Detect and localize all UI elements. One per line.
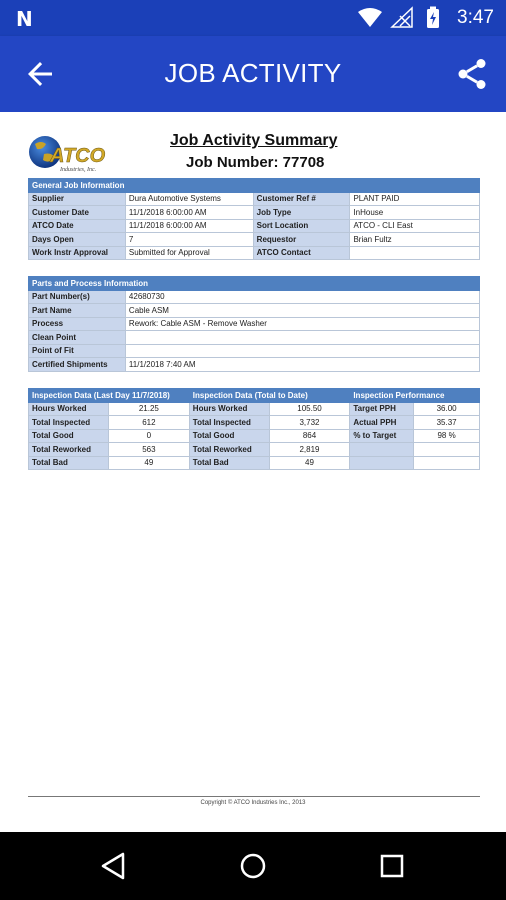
navigation-bar (0, 832, 506, 900)
cell-label: ATCO Date (29, 219, 126, 233)
table-row (29, 206, 480, 220)
table-row (29, 331, 480, 345)
cell-value: 864 (269, 429, 350, 443)
n-icon: N (16, 7, 33, 31)
copyright-text: Copyright © ATCO Industries Inc., 2013 (200, 800, 306, 806)
svg-text:Industries, Inc.: Industries, Inc. (60, 167, 97, 173)
home-circle-icon[interactable] (235, 848, 271, 884)
table-row (29, 246, 480, 260)
cell-value: Brian Fultz (350, 233, 480, 247)
table-row (29, 233, 480, 247)
no-signal-icon (392, 8, 412, 27)
cell-value (414, 456, 480, 470)
cell-value: 105.50 (269, 402, 350, 416)
cell-value (350, 246, 480, 260)
cell-label: Total Bad (29, 456, 109, 470)
cell-label: Customer Date (29, 206, 126, 220)
cell-label: ATCO Contact (253, 246, 350, 260)
cell-value: 36.00 (414, 402, 480, 416)
cell-value: 35.37 (414, 416, 480, 430)
cell-value: 7 (125, 233, 253, 247)
cell-value: Rework: Cable ASM - Remove Washer (125, 317, 479, 331)
status-bar (0, 0, 506, 36)
table-row (29, 402, 480, 416)
cell-value: 11/1/2018 7:40 AM (125, 358, 479, 372)
cell-label: Point of Fit (29, 344, 126, 358)
cell-label: Total Inspected (29, 416, 109, 430)
table-row (29, 344, 480, 358)
share-icon[interactable] (454, 56, 490, 92)
cell-value: 49 (108, 456, 189, 470)
cell-label (350, 443, 414, 457)
cell-label: Total Bad (189, 456, 269, 470)
cell-value: 2,819 (269, 443, 350, 457)
table-row (29, 443, 480, 457)
svg-text:ATCO: ATCO (50, 145, 106, 167)
inspection-last-day-header: Inspection Data (Last Day 11/7/2018) (29, 389, 190, 403)
cell-value (125, 331, 479, 345)
cell-value (414, 443, 480, 457)
cell-label: Part Number(s) (29, 290, 126, 304)
cell-value: 49 (269, 456, 350, 470)
cell-label: Certified Shipments (29, 358, 126, 372)
table-row (29, 456, 480, 470)
cell-label: Total Inspected (189, 416, 269, 430)
cell-label: Hours Worked (189, 402, 269, 416)
cell-value: Dura Automotive Systems (125, 192, 253, 206)
clock: 3:47 (457, 7, 494, 28)
cell-label: Actual PPH (350, 416, 414, 430)
cell-value: 21.25 (108, 402, 189, 416)
cell-label: Customer Ref # (253, 192, 350, 206)
cell-value: 42680730 (125, 290, 479, 304)
cell-label: Work Instr Approval (29, 246, 126, 260)
footer-divider (28, 796, 480, 797)
app-bar (0, 36, 506, 112)
table-row (29, 416, 480, 430)
table-row (29, 358, 480, 372)
general-info-header: General Job Information (29, 179, 480, 193)
cell-value: 11/1/2018 6:00:00 AM (125, 206, 253, 220)
inspection-performance-header: Inspection Performance (350, 389, 480, 403)
table-row (29, 192, 480, 206)
cell-value: 3,732 (269, 416, 350, 430)
cell-label: Job Type (253, 206, 350, 220)
cell-label: Supplier (29, 192, 126, 206)
atco-logo (28, 132, 124, 182)
cell-label: Total Good (29, 429, 109, 443)
battery-icon (427, 7, 439, 29)
status-icons (356, 6, 456, 30)
table-row (29, 304, 480, 318)
job-number: Job Number: 77708 (186, 154, 325, 171)
table-row (29, 429, 480, 443)
cell-value: 11/1/2018 6:00:00 AM (125, 219, 253, 233)
document-title: Job Activity Summary (170, 132, 338, 149)
cell-label: Days Open (29, 233, 126, 247)
cell-value: PLANT PAID (350, 192, 480, 206)
cell-value (125, 344, 479, 358)
cell-label: Total Reworked (29, 443, 109, 457)
recents-square-icon[interactable] (374, 848, 410, 884)
parts-process-header: Parts and Process Information (29, 277, 480, 291)
cell-value: Submitted for Approval (125, 246, 253, 260)
wifi-icon (358, 8, 382, 27)
cell-label: Process (29, 317, 126, 331)
cell-label: Target PPH (350, 402, 414, 416)
inspection-total-header: Inspection Data (Total to Date) (189, 389, 350, 403)
job-activity-document[interactable] (0, 112, 506, 832)
cell-value: ATCO - CLI East (350, 219, 480, 233)
cell-value: 563 (108, 443, 189, 457)
page-title: JOB ACTIVITY (164, 58, 342, 88)
cell-label: % to Target (350, 429, 414, 443)
cell-value: 0 (108, 429, 189, 443)
cell-value: 98 % (414, 429, 480, 443)
table-row (29, 219, 480, 233)
cell-label: Total Reworked (189, 443, 269, 457)
table-row (29, 290, 480, 304)
cell-label: Clean Point (29, 331, 126, 345)
cell-value: 612 (108, 416, 189, 430)
cell-label: Sort Location (253, 219, 350, 233)
cell-label: Hours Worked (29, 402, 109, 416)
cell-label: Requestor (253, 233, 350, 247)
cell-label (350, 456, 414, 470)
back-triangle-icon[interactable] (96, 848, 132, 884)
inspection-table (28, 388, 480, 470)
cell-label: Part Name (29, 304, 126, 318)
table-row (29, 317, 480, 331)
cell-value: InHouse (350, 206, 480, 220)
cell-value: Cable ASM (125, 304, 479, 318)
general-info-table (28, 178, 480, 260)
parts-process-table (28, 276, 480, 372)
cell-label: Total Good (189, 429, 269, 443)
